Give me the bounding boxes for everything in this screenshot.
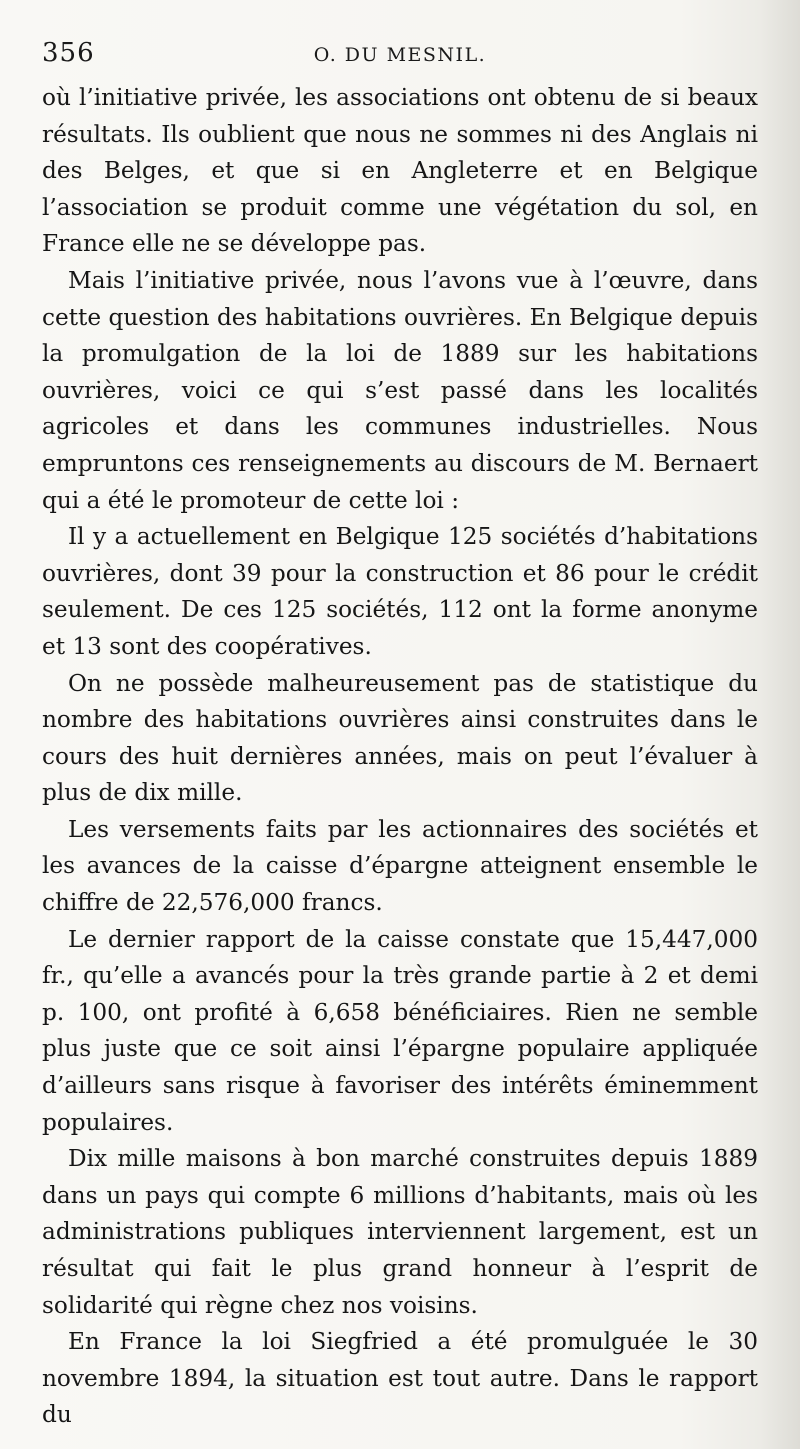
page-header [40,32,760,72]
running-title: O. DU MESNIL. [313,44,487,66]
body-text [42,80,758,1434]
paragraph-initiative: Mais l’initiative privée, nous l’avons vue à l’œuvre, dans cette question des habitations ouvrières. En Belgique depuis la promulgation de la loi de 1889 sur les habitations ouvrières, voici ce qui s’est passé dans les localités agricoles et dans les communes industrielles. Nous empruntons ces renseignements au discours de M. Bernaert qui a été le promoteur de cette loi : [42,266,758,514]
paragraph-france: En France la loi Siegfried a été promulguée le 30 novembre 1894, la situation est tout autre. Dans le rapport du [42,1328,758,1429]
paragraph-continuation: où l’initiative privée, les associations ont obtenu de si beaux résultats. Ils oublient que nous ne sommes ni des Anglais ni des Belges, et que si en Angleterre et en Belgique l’association se produit comme une végétation du sol, en France elle ne se développe pas. [42,84,758,258]
paragraph-statistics: On ne possède malheureusement pas de statistique du nombre des habitations ouvrières ainsi construites dans le cours des huit dernières années, mais on peut l’évaluer à plus de dix mille. [42,669,758,807]
paragraph-houses: Dix mille maisons à bon marché construites depuis 1889 dans un pays qui compte 6 millions d’habitants, mais où les administrations publiques interviennent largement, est un résultat qui fait le plus grand honneur à l’esprit de solidarité qui règne chez nos voisins. [42,1145,758,1319]
paragraph-societies: Il y a actuellement en Belgique 125 sociétés d’habitations ouvrières, dont 39 pour la construction et 86 pour le crédit seulement. De ces 125 sociétés, 112 ont la forme anonyme et 13 sont des coopératives. [42,523,758,660]
page-number: 356 [42,38,95,68]
paragraph-report: Le dernier rapport de la caisse constate que 15,447,000 fr., qu’elle a avancés pour la très grande partie à 2 et demi p. 100, ont profité à 6,658 bénéficiaires. Rien ne semble plus juste que ce soit ainsi l’épargne populaire appliquée d’ailleurs sans risque à favoriser des intérêts éminemment populaires. [42,925,758,1136]
paragraph-deposits: Les versements faits par les actionnaires des sociétés et les avances de la caisse d’épargne atteignent ensemble le chiffre de 22,576,000 francs. [42,815,758,917]
